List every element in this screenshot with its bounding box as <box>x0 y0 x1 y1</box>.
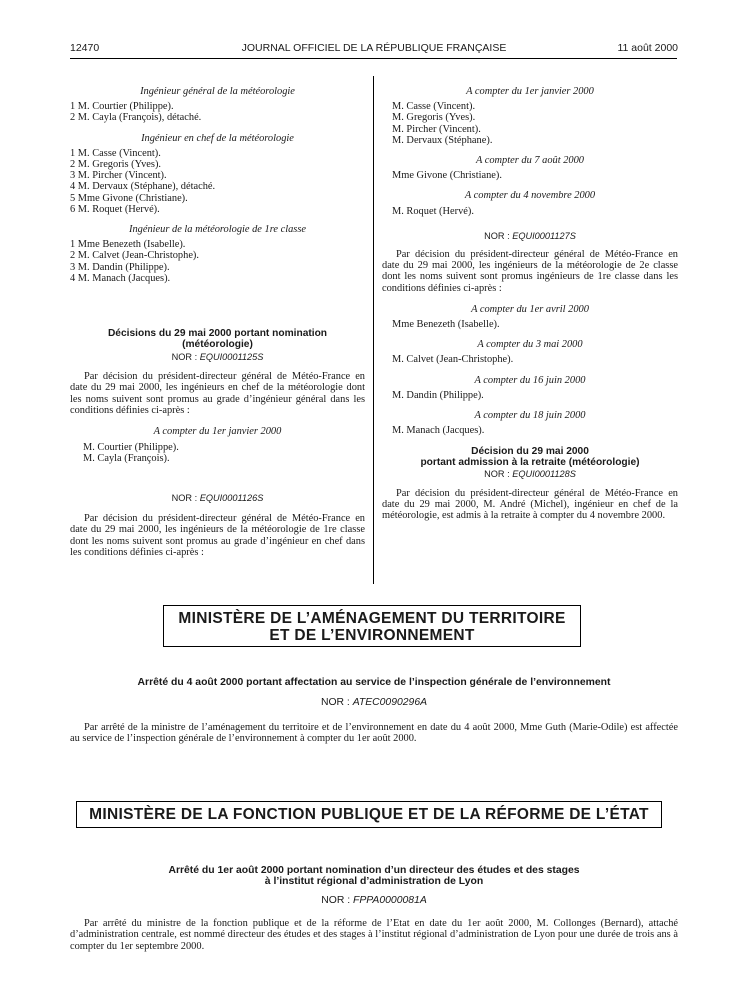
list-item: 1 Mme Benezeth (Isabelle). <box>70 239 186 251</box>
decision-paragraph: Par décision du président-directeur général de Météo-France en date du 29 mai 2000, les ingénieurs de la météorologie de 1re classe dont les noms suivent sont promus au grade d’ingénieur en chef dans les conditions définies ci-après : <box>70 513 365 558</box>
list-item: M. Cayla (François). <box>83 453 170 465</box>
grade-heading: Ingénieur en chef de la météorologie <box>141 132 294 144</box>
nor-reference: NOR : EQUI0001126S <box>171 493 264 503</box>
left-column <box>70 86 365 284</box>
page-number: 12470 <box>70 42 100 54</box>
arrete-paragraph: Par arrêté du ministre de la fonction publique et de la réforme de l’Etat en date du 1er août 2000, M. Collonges (Bernard), attaché d’administration centrale, est nommé directeur des études et des stages à l’institut régional d’administration de Lyon pour une durée de trois ans à compter du 1er septembre 2000. <box>70 918 678 952</box>
list-item: 1 M. Courtier (Philippe). <box>70 101 174 113</box>
list-item: 6 M. Roquet (Hervé). <box>70 203 160 215</box>
list-item: Mme Givone (Christiane). <box>392 170 502 182</box>
date-subheading: A compter du 4 novembre 2000 <box>464 190 596 202</box>
date-subheading: A compter du 16 juin 2000 <box>474 374 586 386</box>
ministry-box <box>76 801 662 828</box>
ministry-title: MINISTÈRE DE LA FONCTION PUBLIQUE ET DE LA RÉFORME DE L’ÉTAT <box>89 806 649 823</box>
decision-title: portant admission à la retraite (météorologie) <box>420 457 640 469</box>
date-subheading: A compter du 7 août 2000 <box>475 155 585 167</box>
list-item: M. Dandin (Philippe). <box>392 389 484 401</box>
list-item: 1 M. Casse (Vincent). <box>70 147 161 159</box>
list-item: 2 M. Calvet (Jean-Christophe). <box>70 250 199 262</box>
decision-title: Décisions du 29 mai 2000 portant nomination <box>107 328 328 339</box>
grade-heading: Ingénieur de la météorologie de 1re classe <box>129 224 306 236</box>
list-item: 5 Mme Givone (Christiane). <box>70 192 188 204</box>
list-item: 2 M. Cayla (François), détaché. <box>70 112 202 124</box>
date-subheading: A compter du 18 juin 2000 <box>474 410 586 422</box>
list-item: M. Courtier (Philippe). <box>83 442 179 454</box>
nor-reference: NOR : EQUI0001127S <box>484 230 576 241</box>
ministry-box <box>163 605 581 647</box>
decision-block <box>70 493 365 558</box>
list-item: M. Calvet (Jean-Christophe). <box>392 354 514 366</box>
right-column <box>382 86 678 521</box>
arrete-title: Arrêté du 1er août 2000 portant nomination d’un directeur des études et des stages à l’institut régional d’administration de Lyon <box>168 865 580 888</box>
list-item: 2 M. Gregoris (Yves). <box>70 159 162 171</box>
header-rule <box>70 58 677 59</box>
decision-paragraph: Par décision du président-directeur général de Météo-France en date du 29 mai 2000, les ingénieurs de la météorologie de 2e classe dont les noms suivent sont promus ingénieurs de 1re classe dans les conditions définies ci-après : <box>382 249 678 294</box>
ministry-title: ET DE L’ENVIRONNEMENT <box>269 627 475 644</box>
list-item: 3 M. Pircher (Vincent). <box>70 170 167 182</box>
date-subheading: A compter du 1er janvier 2000 <box>153 426 282 438</box>
list-item: 4 M. Dervaux (Stéphane), détaché. <box>70 181 216 193</box>
nor-reference: NOR : ATEC0090296A <box>320 697 428 708</box>
date-subheading: A compter du 1er janvier 2000 <box>466 86 594 97</box>
decision-block <box>70 328 365 465</box>
column-divider <box>373 76 374 584</box>
list-item: M. Casse (Vincent). <box>392 101 476 113</box>
header-date: 11 août 2000 <box>617 42 678 54</box>
grade-heading: Ingénieur général de la météorologie <box>140 86 295 97</box>
ministry-title: MINISTÈRE DE L’AMÉNAGEMENT DU TERRITOIRE <box>178 610 566 627</box>
list-item: M. Dervaux (Stéphane). <box>392 134 493 146</box>
nor-reference: NOR : EQUI0001125S <box>171 352 264 362</box>
journal-title: JOURNAL OFFICIEL DE LA RÉPUBLIQUE FRANÇAISE <box>241 42 507 54</box>
list-item: Mme Benezeth (Isabelle). <box>392 319 500 331</box>
decision-paragraph: Par décision du président-directeur général de Météo-France en date du 29 mai 2000, les ingénieurs en chef de la météorologie dont les noms suivent sont promus au grade d’ingénieur général dans les conditions définies ci-après : <box>70 371 365 416</box>
list-item: M. Roquet (Hervé). <box>392 205 474 217</box>
date-subheading: A compter du 3 mai 2000 <box>477 339 583 351</box>
list-item: 3 M. Dandin (Philippe). <box>70 261 170 273</box>
list-item: 4 M. Manach (Jacques). <box>70 272 171 284</box>
arrete-title: Arrêté du 4 août 2000 portant affectation au service de l’inspection générale de l’environnement <box>137 677 611 688</box>
decision-title: Décision du 29 mai 2000 <box>471 446 589 458</box>
list-item: M. Gregoris (Yves). <box>392 112 476 124</box>
list-item: M. Manach (Jacques). <box>392 425 485 437</box>
list-item: M. Pircher (Vincent). <box>392 123 481 135</box>
nor-reference: NOR : FPPA0000081A <box>321 895 427 906</box>
decision-paragraph: Par décision du président-directeur général de Météo-France en date du 29 mai 2000, M. André (Michel), ingénieur en chef de la météorologie, est admis à la retraite à compter du 4 novembre 2000. <box>382 487 678 522</box>
arrete-paragraph: Par arrêté de la ministre de l’aménagement du territoire et de l’environnement en date du 4 août 2000, Mme Guth (Marie-Odile) est affectée au service de l’inspection générale de l’environnement à compter du 1er août 2000. <box>70 722 678 745</box>
decision-title: (météorologie) <box>182 339 253 350</box>
date-subheading: A compter du 1er avril 2000 <box>471 303 589 315</box>
nor-reference: NOR : EQUI0001128S <box>484 469 576 480</box>
